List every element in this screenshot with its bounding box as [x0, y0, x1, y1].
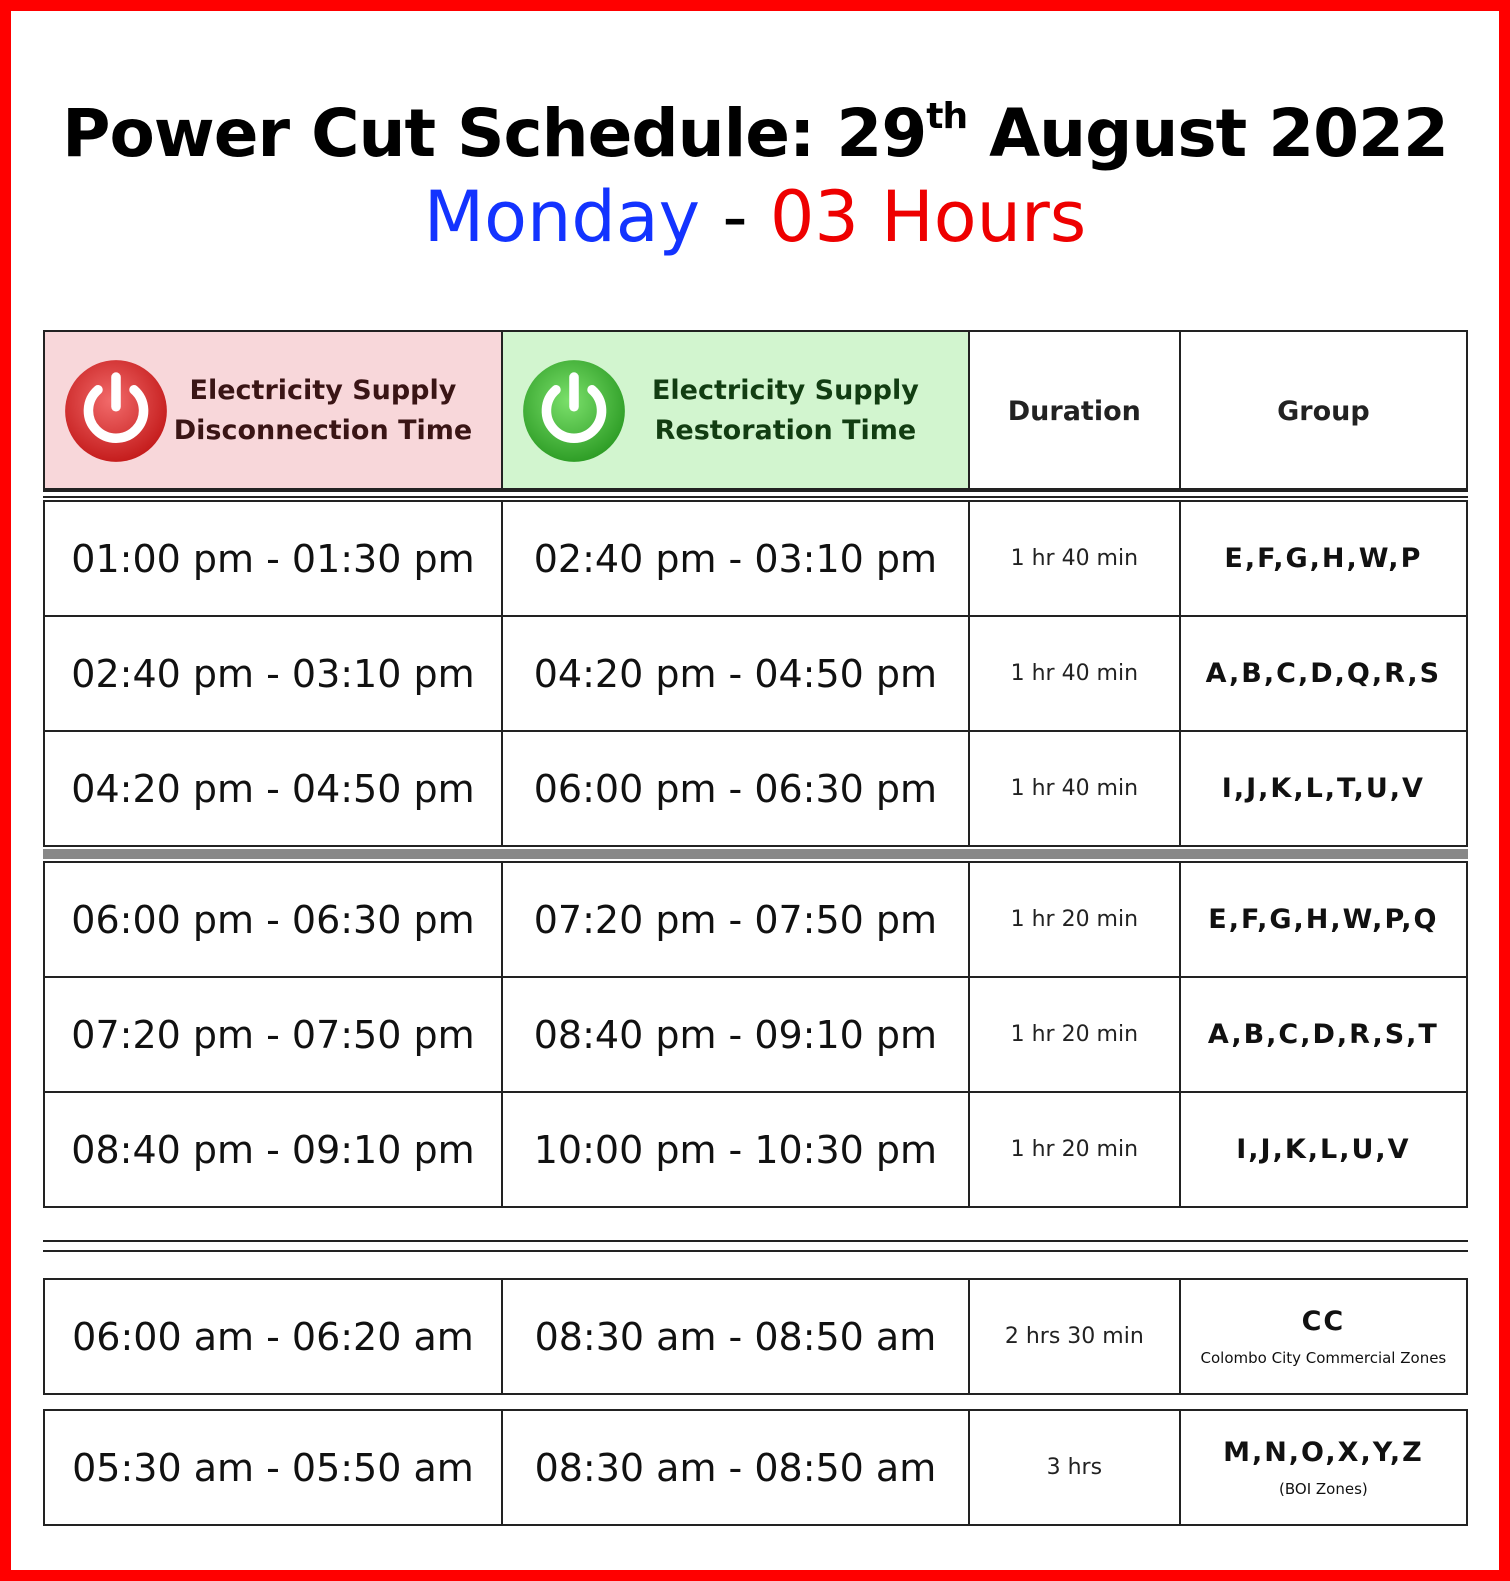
table-row [44, 862, 1467, 977]
section-divider [43, 1250, 1468, 1252]
title-suffix: August 2022 [967, 95, 1448, 172]
duration-cell: 1 hr 40 min [969, 616, 1180, 731]
title-superscript: th [926, 96, 968, 137]
duration-cell: 1 hr 20 min [969, 1092, 1180, 1207]
duration-cell: 1 hr 20 min [969, 977, 1180, 1092]
disconnection-header-line2: Disconnection Time [173, 415, 473, 446]
group-cell: I,J,K,L,U,V [1180, 1092, 1467, 1207]
schedule-row-commercial [43, 1278, 1468, 1395]
header-divider [43, 488, 1468, 490]
restoration-header-line2: Restoration Time [654, 415, 917, 446]
group-cell: I,J,K,L,T,U,V [1180, 731, 1467, 846]
group-code: M,N,O,X,Y,Z [1223, 1437, 1424, 1468]
group-cell: E,F,G,H,W,P [1180, 501, 1467, 616]
power-off-red-icon [63, 358, 169, 464]
table-row [44, 501, 1467, 616]
disconnection-time-cell: 06:00 am - 06:20 am [44, 1279, 502, 1394]
table-row [44, 1410, 1467, 1525]
schedule-block-evening [43, 861, 1468, 1208]
block-separator [43, 849, 1468, 859]
disconnection-header-line1: Electricity Supply [189, 375, 457, 406]
group-note: Colombo City Commercial Zones [1200, 1349, 1447, 1367]
restoration-time-cell: 02:40 pm - 03:10 pm [502, 501, 969, 616]
power-on-green-icon [521, 358, 627, 464]
table-row [44, 1279, 1467, 1394]
schedule-row-boi [43, 1409, 1468, 1526]
restoration-time-cell: 07:20 pm - 07:50 pm [502, 862, 969, 977]
duration-cell: 1 hr 40 min [969, 731, 1180, 846]
restoration-time-cell: 06:00 pm - 06:30 pm [502, 731, 969, 846]
duration-cell: 1 hr 40 min [969, 501, 1180, 616]
disconnection-time-cell: 04:20 pm - 04:50 pm [44, 731, 502, 846]
page-title [0, 95, 1510, 172]
subtitle-day: Monday [423, 176, 701, 258]
restoration-time-cell: 10:00 pm - 10:30 pm [502, 1092, 969, 1207]
table-row [44, 616, 1467, 731]
disconnection-time-cell: 08:40 pm - 09:10 pm [44, 1092, 502, 1207]
duration-cell: 1 hr 20 min [969, 862, 1180, 977]
disconnection-time-cell: 05:30 am - 05:50 am [44, 1410, 502, 1525]
table-row [44, 977, 1467, 1092]
restoration-time-cell: 08:40 pm - 09:10 pm [502, 977, 969, 1092]
disconnection-time-cell: 06:00 pm - 06:30 pm [44, 862, 502, 977]
header-group: Group [1180, 331, 1467, 491]
header-divider [43, 496, 1468, 498]
schedule-header [43, 330, 1468, 492]
group-code: CC [1301, 1306, 1346, 1337]
group-cell [1180, 1279, 1467, 1394]
duration-cell: 3 hrs [969, 1410, 1180, 1525]
duration-cell: 2 hrs 30 min [969, 1279, 1180, 1394]
table-row [44, 1092, 1467, 1207]
schedule-block-afternoon [43, 500, 1468, 847]
restoration-time-cell: 04:20 pm - 04:50 pm [502, 616, 969, 731]
table-row [44, 731, 1467, 846]
section-divider [43, 1240, 1468, 1242]
subtitle-hours: 03 Hours [769, 176, 1087, 258]
group-cell: A,B,C,D,Q,R,S [1180, 616, 1467, 731]
disconnection-time-cell: 02:40 pm - 03:10 pm [44, 616, 502, 731]
header-restoration-time [502, 331, 969, 491]
disconnection-time-cell: 07:20 pm - 07:50 pm [44, 977, 502, 1092]
restoration-time-cell: 08:30 am - 08:50 am [502, 1279, 969, 1394]
restoration-time-cell: 08:30 am - 08:50 am [502, 1410, 969, 1525]
group-note: (BOI Zones) [1279, 1480, 1368, 1498]
disconnection-time-cell: 01:00 pm - 01:30 pm [44, 501, 502, 616]
page-subtitle [0, 176, 1510, 258]
group-cell [1180, 1410, 1467, 1525]
title-prefix: Power Cut Schedule: 29 [62, 95, 927, 172]
subtitle-separator: - [700, 176, 770, 258]
group-cell: E,F,G,H,W,P,Q [1180, 862, 1467, 977]
group-cell: A,B,C,D,R,S,T [1180, 977, 1467, 1092]
header-duration: Duration [969, 331, 1180, 491]
restoration-header-line1: Electricity Supply [651, 375, 919, 406]
header-disconnection-time [44, 331, 502, 491]
